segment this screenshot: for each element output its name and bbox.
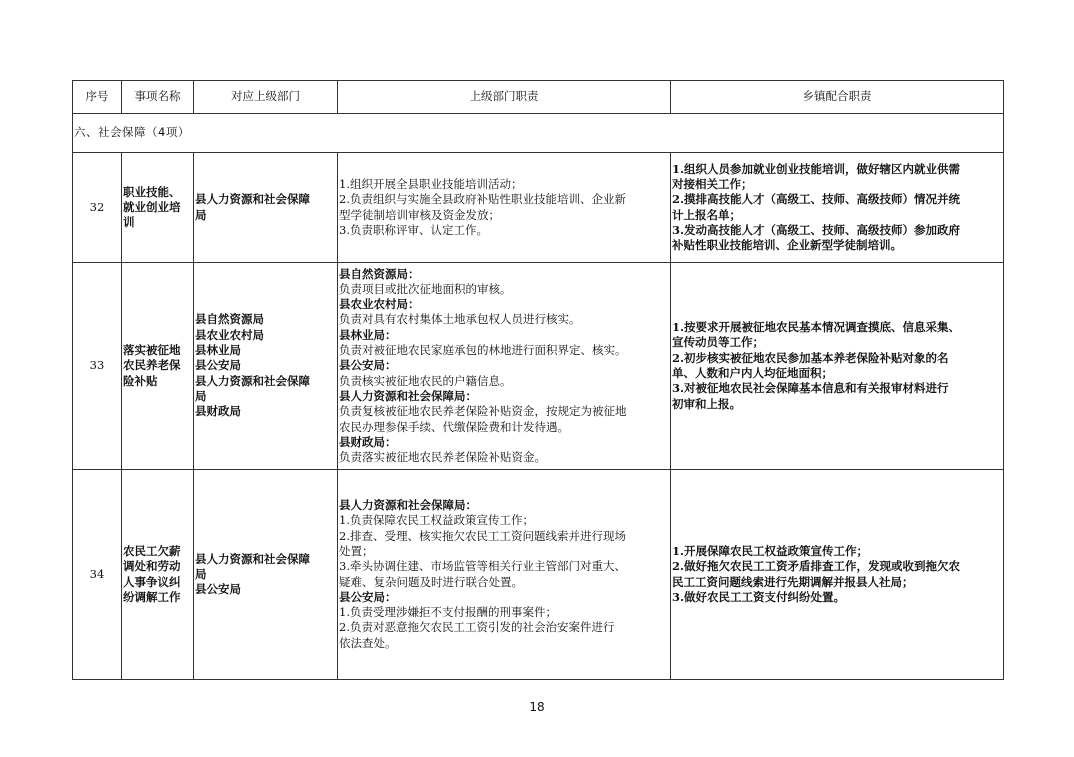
row-superior-duty — [338, 263, 671, 470]
header-superior-duty: 上级部门职责 — [338, 81, 671, 114]
coop-line: 宣传动员等工作； — [672, 335, 764, 350]
dept-line: 县财政局 — [195, 404, 241, 419]
table-row — [73, 263, 1004, 470]
duty-line: 2.排查、受理、核实拖欠农民工工资问题线索并进行现场 — [339, 528, 626, 543]
coop-line: 补贴性职业技能培训、企业新型学徒制培训。 — [672, 238, 902, 253]
duty-line: 2.负责对恶意拖欠农民工工资引发的社会治安案件进行 — [339, 620, 615, 635]
row-township-duty — [671, 263, 1004, 470]
row-township-duty — [671, 470, 1004, 680]
coop-line: 单、人数和户内人均征地面积； — [672, 366, 833, 380]
coop-line: 2.摸排高技能人才（高级工、技师、高级技师）情况并统 — [672, 192, 961, 207]
header-item-name: 事项名称 — [122, 81, 194, 114]
row-item-name — [122, 263, 194, 470]
header-superior-dept: 对应上级部门 — [194, 81, 338, 114]
dept-line: 县自然资源局 — [195, 312, 264, 327]
duty-line: 处置； — [339, 543, 374, 558]
coop-line: 3.对被征地农民社会保障基本信息和有关报审材料进行 — [672, 381, 949, 396]
duty-line: 县人力资源和社会保障局： — [339, 498, 477, 513]
header-township-duty: 乡镇配合职责 — [671, 81, 1004, 114]
row-superior-dept — [194, 153, 338, 263]
dept-line: 局 — [195, 388, 207, 403]
duty-line: 型学徒制培训审核及资金发放； — [339, 207, 500, 222]
duty-line: 县公安局： — [339, 589, 397, 604]
duty-line: 县公安局： — [339, 358, 397, 373]
item-name-line: 职业技能、 — [123, 184, 181, 199]
duty-line: 3.负责职称评审、认定工作。 — [339, 222, 488, 237]
header-row — [73, 81, 1004, 114]
duty-line: 1.负责受理涉嫌拒不支付报酬的刑事案件； — [339, 605, 557, 620]
page-number: 18 — [529, 700, 545, 714]
item-name-line: 就业创业培 — [123, 199, 181, 214]
item-name-line: 落实被征地 — [123, 343, 181, 358]
duty-line: 县林业局： — [339, 327, 397, 342]
dept-line: 局 — [195, 207, 207, 222]
coop-line: 3.发动高技能人才（高级工、技师、高级技师）参加政府 — [672, 222, 961, 237]
duty-line: 负责对具有农村集体土地承包权人员进行核实。 — [339, 312, 581, 327]
duty-line: 负责复核被征地农民养老保险补贴资金，按规定为被征地 — [339, 404, 627, 419]
dept-line: 县人力资源和社会保障 — [195, 551, 310, 566]
duty-line: 3.牵头协调住建、市场监管等相关行业主管部门对重大、 — [339, 559, 626, 574]
coop-line: 民工工资问题线索进行先期调解并报县人社局； — [672, 574, 914, 589]
duty-line: 负责对被征地农民家庭承包的林地进行面积界定、核实。 — [339, 343, 627, 358]
dept-line: 县人力资源和社会保障 — [195, 192, 310, 207]
duty-line: 疑难、复杂问题及时进行联合处置。 — [339, 574, 523, 589]
coop-line: 2.初步核实被征地农民参加基本养老保险补贴对象的名 — [672, 350, 949, 365]
coop-line: 对接相关工作； — [672, 176, 753, 191]
coop-line: 初审和上报。 — [672, 396, 741, 411]
header-seq: 序号 — [73, 81, 122, 114]
item-name-line: 农民工欠薪 — [123, 543, 181, 558]
duty-line: 负责核实被征地农民的户籍信息。 — [339, 373, 512, 388]
duty-line: 1.组织开展全县职业技能培训活动； — [339, 176, 523, 191]
coop-line: 1.组织人员参加就业创业技能培训，做好辖区内就业供需 — [672, 161, 961, 176]
duty-line: 依法查处。 — [339, 635, 397, 650]
row-superior-dept — [194, 470, 338, 680]
coop-line: 3.做好农民工工资支付纠纷处置。 — [672, 589, 846, 604]
row-item-name — [122, 153, 194, 263]
row-seq: 32 — [73, 153, 122, 263]
item-name-line: 险补贴 — [123, 373, 158, 388]
coop-line: 计上报名单； — [672, 207, 741, 222]
dept-line: 县公安局 — [195, 582, 241, 597]
dept-line: 县公安局 — [195, 358, 241, 373]
duty-line: 县人力资源和社会保障局： — [339, 388, 477, 403]
item-name-line: 训 — [123, 215, 135, 230]
row-superior-duty — [338, 153, 671, 263]
row-township-duty — [671, 153, 1004, 263]
coop-line: 2.做好拖欠农民工工资矛盾排查工作，发现或收到拖欠农 — [672, 559, 961, 574]
section-title: 六、社会保障（4项） — [73, 114, 1004, 153]
section-row — [73, 114, 1004, 153]
duty-line: 县自然资源局： — [339, 266, 420, 281]
coop-line: 1.开展保障农民工权益政策宣传工作； — [672, 543, 869, 558]
table-row — [73, 153, 1004, 263]
duty-line: 负责项目或批次征地面积的审核。 — [339, 281, 512, 296]
duty-line: 县农业农村局： — [339, 297, 420, 312]
row-seq: 34 — [73, 470, 122, 680]
coop-line: 1.按要求开展被征地农民基本情况调查摸底、信息采集、 — [672, 320, 961, 335]
dept-line: 县人力资源和社会保障 — [195, 373, 310, 388]
duty-line: 1.负责保障农民工权益政策宣传工作； — [339, 513, 534, 528]
row-superior-duty — [338, 470, 671, 680]
row-item-name — [122, 470, 194, 680]
duty-line: 负责落实被征地农民养老保险补贴资金。 — [339, 450, 546, 465]
duty-line: 2.负责组织与实施全县政府补贴性职业技能培训、企业新 — [339, 192, 626, 207]
table-row — [73, 470, 1004, 680]
item-name-line: 纷调解工作 — [123, 589, 181, 604]
duty-line: 县财政局： — [339, 434, 397, 449]
row-seq: 33 — [73, 263, 122, 470]
duty-line: 农民办理参保手续、代缴保险费和计发待遇。 — [339, 419, 569, 434]
dept-line: 县林业局 — [195, 343, 241, 358]
item-name-line: 调处和劳动 — [123, 559, 181, 574]
row-superior-dept — [194, 263, 338, 470]
dept-line: 县农业农村局 — [195, 327, 264, 342]
responsibility-table — [72, 80, 1004, 680]
item-name-line: 人事争议纠 — [123, 574, 181, 589]
dept-line: 局 — [195, 566, 207, 581]
item-name-line: 农民养老保 — [123, 358, 181, 373]
